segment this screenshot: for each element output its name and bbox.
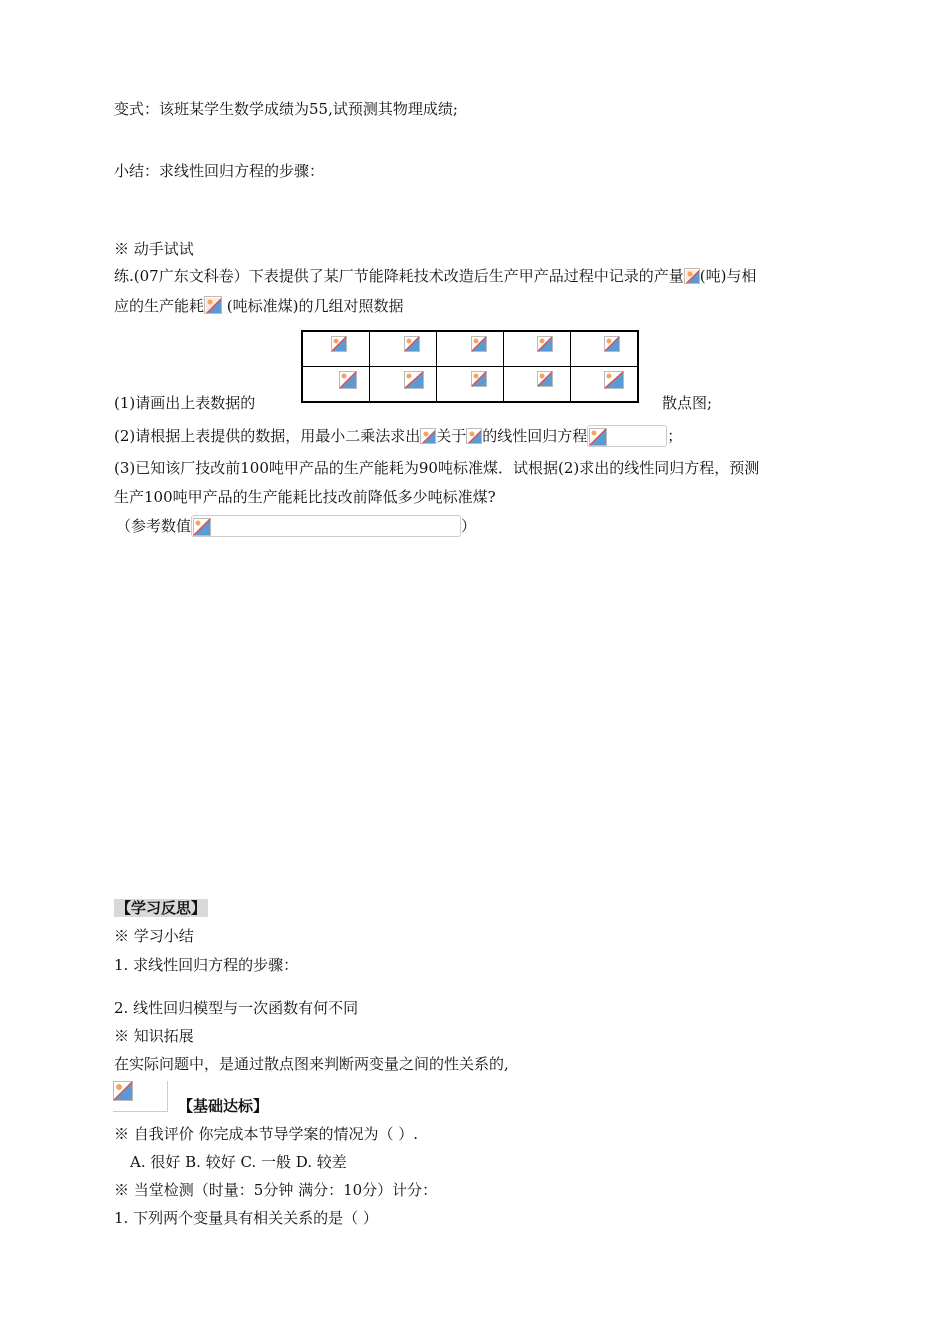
summary-line: 小结：求线性回归方程的步骤： — [114, 162, 325, 180]
summary-item-1: 1. 求线性回归方程的步骤： — [114, 956, 299, 974]
broken-image-icon — [113, 1081, 133, 1101]
image-frame — [113, 1081, 168, 1112]
exercise-line-2 — [114, 296, 404, 316]
table-cell — [302, 367, 370, 403]
broken-image-icon — [537, 371, 553, 387]
broken-image-icon — [589, 428, 607, 446]
try-heading: ※ 动手试试 — [114, 240, 194, 258]
exercise-text-d: (吨标准煤)的几组对照数据 — [222, 297, 404, 315]
table-cell — [437, 331, 504, 367]
question-3-line-1: (3)已知该厂技改前100吨甲产品的生产能耗为90吨标准煤．试根据(2)求出的线性同归方程，预测 — [114, 459, 760, 477]
broken-image-icon — [537, 336, 553, 352]
exercise-text-b: (吨)与相 — [699, 267, 757, 285]
data-table — [301, 330, 639, 403]
basic-heading: 【基础达标】 — [178, 1097, 269, 1115]
table-cell — [437, 367, 504, 403]
broken-image-icon — [466, 428, 482, 444]
broken-image-icon — [204, 296, 222, 314]
table-cell — [571, 367, 639, 403]
exercise-text-a: 练.(07广东文科卷）下表提供了某厂节能降耗技术改造后生产甲产品过程中记录的产量 — [114, 267, 684, 285]
question-1-right: 散点图; — [662, 394, 713, 412]
reference-text-b: ） — [461, 517, 477, 535]
reference-formula-object — [191, 515, 461, 537]
last-question: 1. 下列两个变量具有相关关系的是（ ） — [114, 1209, 378, 1227]
question-2 — [114, 425, 682, 447]
evaluation-options: A. 很好 B. 较好 C. 一般 D. 较差 — [130, 1153, 347, 1171]
reflection-heading — [114, 898, 208, 918]
broken-image-icon — [471, 371, 487, 387]
variant-line: 变式：该班某学生数学成绩为55,试预测其物理成绩; — [114, 100, 458, 118]
exercise-line-1 — [114, 266, 756, 286]
knowledge-heading: ※ 知识拓展 — [114, 1027, 194, 1045]
reference-line — [116, 515, 476, 537]
table-cell — [504, 367, 571, 403]
table-cell — [370, 331, 437, 367]
study-summary-heading: ※ 学习小结 — [114, 927, 194, 945]
broken-image-icon — [404, 371, 424, 389]
self-evaluation-line: ※ 自我评价 你完成本节导学案的情况为（ ）. — [114, 1125, 419, 1143]
reference-text-a: （参考数值 — [116, 517, 192, 535]
question-1-left: (1)请画出上表数据的 — [114, 394, 256, 412]
summary-item-2: 2. 线性回归模型与一次函数有何不同 — [114, 999, 359, 1017]
question-2-text-b: 关于 — [436, 427, 467, 445]
broken-image-icon — [331, 336, 347, 352]
test-line: ※ 当堂检测（时量：5分钟 满分：10分）计分： — [114, 1181, 438, 1199]
exercise-text-c: 应的生产能耗 — [114, 297, 205, 315]
table-cell — [504, 331, 571, 367]
broken-image-icon — [420, 428, 436, 444]
question-2-text-a: (2)请根据上表提供的数据，用最小二乘法求出 — [114, 427, 421, 445]
table-cell — [370, 367, 437, 403]
broken-image-icon — [339, 371, 357, 389]
question-2-text-c: 的线性回归方程 — [482, 427, 588, 445]
broken-image-icon — [404, 336, 420, 352]
broken-image-icon — [604, 371, 624, 389]
practice-line: 在实际问题中，是通过散点图来判断两变量之间的性关系的, — [114, 1055, 509, 1073]
reflection-heading-label: 【学习反思】 — [116, 899, 207, 917]
broken-image-icon — [684, 268, 700, 284]
question-2-text-d: ； — [667, 427, 683, 445]
table-row — [302, 331, 638, 367]
equation-object — [587, 425, 667, 447]
broken-image-icon — [193, 518, 211, 536]
broken-image-icon — [471, 336, 487, 352]
broken-image-icon — [604, 336, 620, 352]
question-3-line-2: 生产100吨甲产品的生产能耗比技改前降低多少吨标准煤? — [114, 488, 496, 506]
table-cell — [302, 331, 370, 367]
table-cell — [571, 331, 639, 367]
table-row — [302, 367, 638, 403]
